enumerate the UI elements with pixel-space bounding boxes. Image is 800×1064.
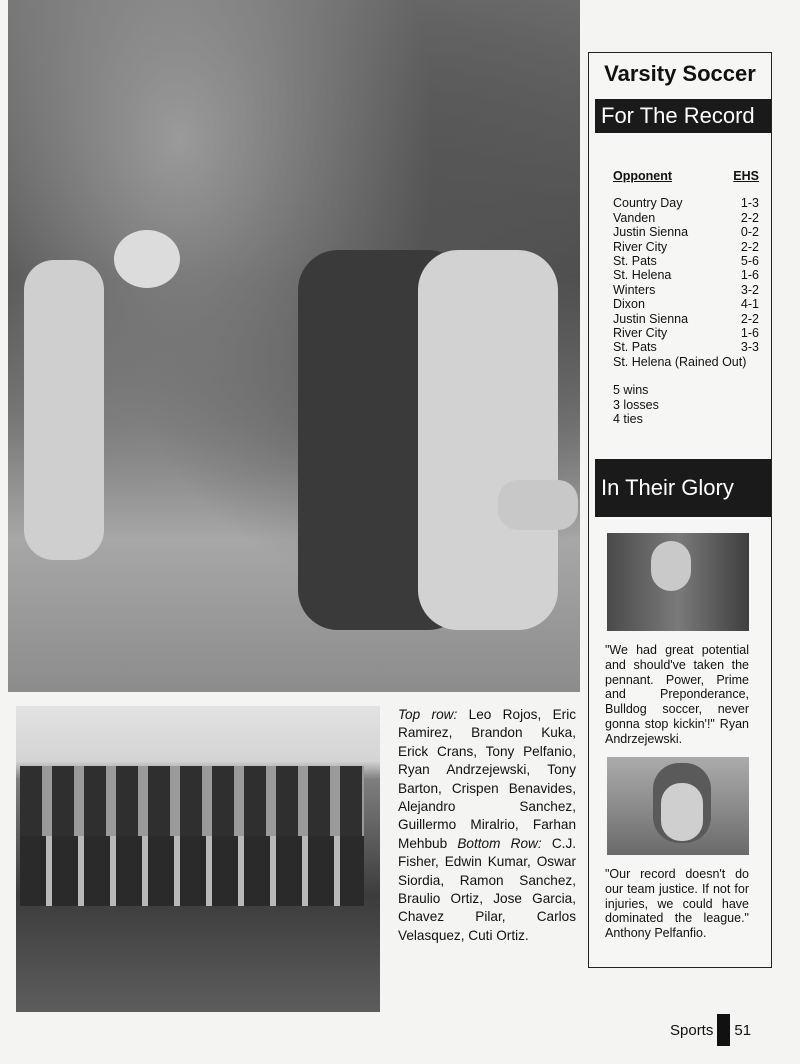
opponent-name: St. Helena bbox=[613, 268, 672, 283]
record-row bbox=[613, 297, 759, 311]
game-score: 4-1 bbox=[740, 297, 759, 312]
opponent-name: St. Pats bbox=[613, 340, 657, 355]
glory-banner: In Their Glory bbox=[595, 459, 771, 517]
game-score: 2-2 bbox=[740, 311, 759, 326]
record-totals bbox=[613, 383, 759, 426]
ties-total: 4 ties bbox=[613, 412, 643, 427]
record-row bbox=[613, 340, 759, 354]
wins-total: 5 wins bbox=[613, 383, 649, 398]
record-row bbox=[613, 283, 759, 297]
game-score: 5-6 bbox=[740, 254, 759, 269]
record-header bbox=[613, 169, 759, 183]
team-photo bbox=[16, 706, 380, 1012]
player-quote: "Our record doesn't do our team justice. If not for injuries, we could have dominated the league." Anthony Pelfanfio. bbox=[605, 867, 749, 941]
caption-bottom-row-label: Bottom Row: bbox=[457, 835, 542, 851]
losses-total: 3 losses bbox=[613, 397, 659, 412]
caption-top-row-label: Top row: bbox=[398, 707, 458, 722]
soccer-action-photo bbox=[8, 0, 580, 692]
sidebar-title: Varsity Soccer bbox=[604, 61, 756, 86]
player-quote: "We had great potential and should've taken the pennant. Power, Prime and Preponderance, Bulldog soccer, never gonna stop kickin'!" Ryan Andrzejewski. bbox=[605, 643, 749, 746]
page-footer bbox=[670, 1014, 751, 1046]
record-row bbox=[613, 326, 759, 340]
record-row bbox=[613, 312, 759, 326]
player-portrait-photo bbox=[607, 533, 749, 631]
team-photo-caption bbox=[398, 706, 576, 945]
section-name: Sports bbox=[670, 1021, 714, 1039]
game-score: 1-3 bbox=[740, 196, 759, 211]
opponent-name: River City bbox=[613, 239, 668, 254]
game-score: 1-6 bbox=[740, 268, 759, 283]
opponent-name: Vanden bbox=[613, 210, 656, 225]
game-score: 2-2 bbox=[740, 239, 759, 254]
record-sidebar bbox=[588, 52, 772, 968]
folio-bar bbox=[717, 1014, 730, 1046]
record-row bbox=[613, 355, 759, 369]
record-row bbox=[613, 196, 759, 210]
opponent-name: Dixon bbox=[613, 297, 645, 312]
opponent-name: St. Pats bbox=[613, 254, 657, 269]
record-row bbox=[613, 225, 759, 239]
opponent-name: Winters bbox=[613, 282, 656, 297]
opponent-name: Justin Sienna bbox=[613, 225, 689, 240]
score-header: EHS bbox=[733, 169, 759, 183]
opponent-name: Country Day bbox=[613, 196, 683, 211]
page-number: 51 bbox=[734, 1021, 752, 1039]
record-row bbox=[613, 254, 759, 268]
player-portrait-photo bbox=[607, 757, 749, 855]
opponent-name: Justin Sienna bbox=[613, 311, 689, 326]
record-table bbox=[613, 169, 759, 427]
record-rows bbox=[613, 196, 759, 369]
game-score: 0-2 bbox=[740, 225, 759, 240]
caption-top-row-names: Leo Rojos, Eric Ramirez, Brandon Kuka, Erick Crans, Tony Pelfanio, Ryan Andrzejewski, Tony Barton, Crispen Benavides, Alejandro Sanchez, Guillermo Miralrio, Farhan Mehbub bbox=[398, 707, 577, 851]
record-row bbox=[613, 240, 759, 254]
record-row bbox=[613, 268, 759, 282]
opponent-header: Opponent bbox=[613, 169, 673, 183]
caption-bottom-row-names: C.J. Fisher, Edwin Kumar, Oswar Siordia, Ramon Sanchez, Braulio Ortiz, Jose Garcia, Chavez Pilar, Carlos Velasquez, Cuti Ortiz. bbox=[398, 835, 577, 943]
record-banner: For The Record bbox=[595, 99, 771, 133]
game-score: 2-2 bbox=[740, 210, 759, 225]
game-score: 1-6 bbox=[740, 326, 759, 341]
opponent-name: St. Helena (Rained Out) bbox=[613, 354, 747, 369]
game-score: 3-2 bbox=[740, 282, 759, 297]
record-row bbox=[613, 211, 759, 225]
opponent-name: River City bbox=[613, 326, 668, 341]
game-score: 3-3 bbox=[740, 340, 759, 355]
